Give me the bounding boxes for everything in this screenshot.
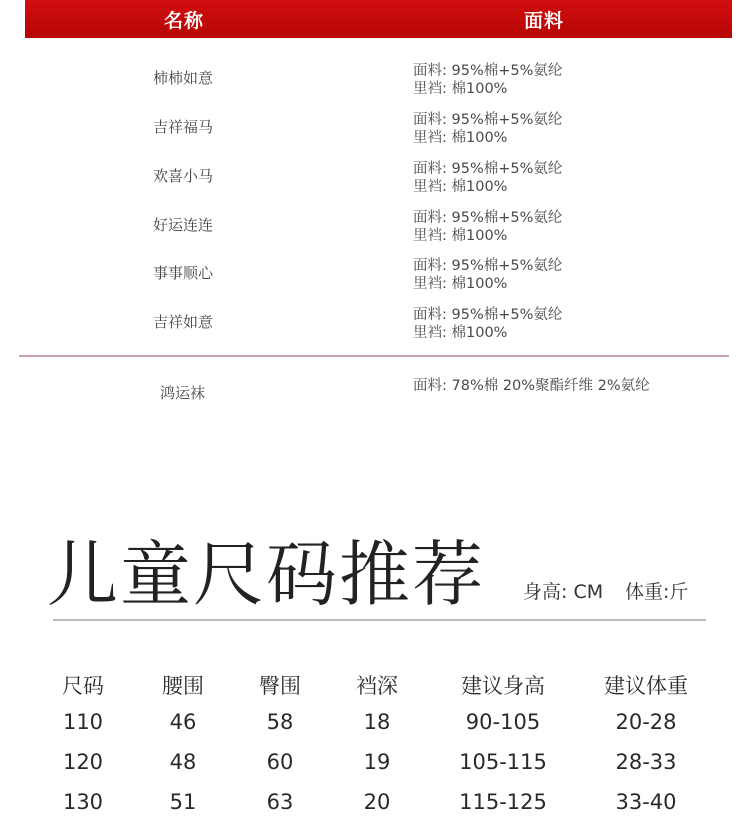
fabric-detail — [413, 62, 562, 98]
size-table-header-row — [0, 670, 750, 710]
fabric-detail — [413, 257, 562, 293]
cell-waist: 46 — [169, 710, 197, 734]
header-suggested-height: 建议身高 — [461, 674, 545, 698]
product-name: 好运连连 — [153, 216, 214, 234]
cell-rise: 18 — [363, 710, 391, 734]
header-size: 尺码 — [62, 674, 104, 698]
fabric-detail — [413, 209, 562, 245]
table-row — [0, 750, 750, 790]
fabric-composition: 面料: 95%棉+5%氨纶 — [413, 112, 563, 128]
fabric-row — [0, 209, 750, 253]
fabric-composition: 面料: 95%棉+5%氨纶 — [413, 63, 563, 79]
product-name: 欢喜小马 — [153, 167, 214, 185]
section-divider — [19, 355, 729, 357]
cell-height: 90-105 — [465, 710, 541, 734]
cell-size: 120 — [62, 750, 104, 774]
cell-rise: 19 — [363, 750, 391, 774]
fabric-detail — [413, 306, 562, 342]
product-name: 吉祥福马 — [153, 118, 214, 136]
fabric-row — [0, 160, 750, 204]
header-suggested-weight: 建议体重 — [604, 674, 688, 698]
cell-weight: 33-40 — [615, 790, 677, 814]
sock-name: 鸿运袜 — [160, 384, 206, 402]
header-rise: 裆深 — [356, 674, 398, 698]
cell-weight: 28-33 — [615, 750, 677, 774]
cell-hip: 63 — [266, 790, 294, 814]
cell-size: 110 — [62, 710, 104, 734]
fabric-composition: 面料: 95%棉+5%氨纶 — [413, 258, 563, 274]
lining-composition: 里裆: 棉100% — [413, 325, 508, 341]
cell-hip: 60 — [266, 750, 294, 774]
cell-height: 105-115 — [459, 750, 547, 774]
fabric-row — [0, 111, 750, 155]
sock-fabric-composition: 面料: 78%棉 20%聚酯纤维 2%氨纶 — [413, 378, 650, 394]
fabric-row — [0, 62, 750, 106]
cell-size: 130 — [62, 790, 104, 814]
weight-unit-note: 体重:斤 — [625, 581, 689, 603]
cell-waist: 48 — [169, 750, 197, 774]
title-underline — [53, 619, 706, 621]
fabric-composition: 面料: 95%棉+5%氨纶 — [413, 307, 563, 323]
product-name: 吉祥如意 — [153, 313, 214, 331]
fabric-detail — [413, 377, 650, 395]
header-fabric-label: 面料 — [524, 10, 565, 32]
lining-composition: 里裆: 棉100% — [413, 228, 508, 244]
fabric-table-header — [25, 0, 732, 38]
lining-composition: 里裆: 棉100% — [413, 130, 508, 146]
table-row — [0, 790, 750, 830]
header-waist: 腰围 — [162, 674, 204, 698]
header-hip: 臀围 — [259, 674, 301, 698]
lining-composition: 里裆: 棉100% — [413, 276, 508, 292]
fabric-row — [0, 306, 750, 350]
fabric-detail — [413, 111, 562, 147]
product-name: 事事顺心 — [153, 264, 214, 282]
cell-hip: 58 — [266, 710, 294, 734]
fabric-detail — [413, 160, 562, 196]
product-name: 柿柿如意 — [153, 69, 214, 87]
fabric-row — [0, 257, 750, 301]
height-unit-note: 身高: CM — [523, 581, 604, 603]
cell-waist: 51 — [169, 790, 197, 814]
cell-rise: 20 — [363, 790, 391, 814]
header-name-label: 名称 — [164, 10, 205, 32]
cell-height: 115-125 — [459, 790, 547, 814]
table-row — [0, 710, 750, 750]
size-section-title: 儿童尺码推荐 — [47, 533, 486, 616]
fabric-composition: 面料: 95%棉+5%氨纶 — [413, 161, 563, 177]
sock-row — [0, 377, 750, 421]
lining-composition: 里裆: 棉100% — [413, 179, 508, 195]
cell-weight: 20-28 — [615, 710, 677, 734]
fabric-composition: 面料: 95%棉+5%氨纶 — [413, 210, 563, 226]
lining-composition: 里裆: 棉100% — [413, 81, 508, 97]
